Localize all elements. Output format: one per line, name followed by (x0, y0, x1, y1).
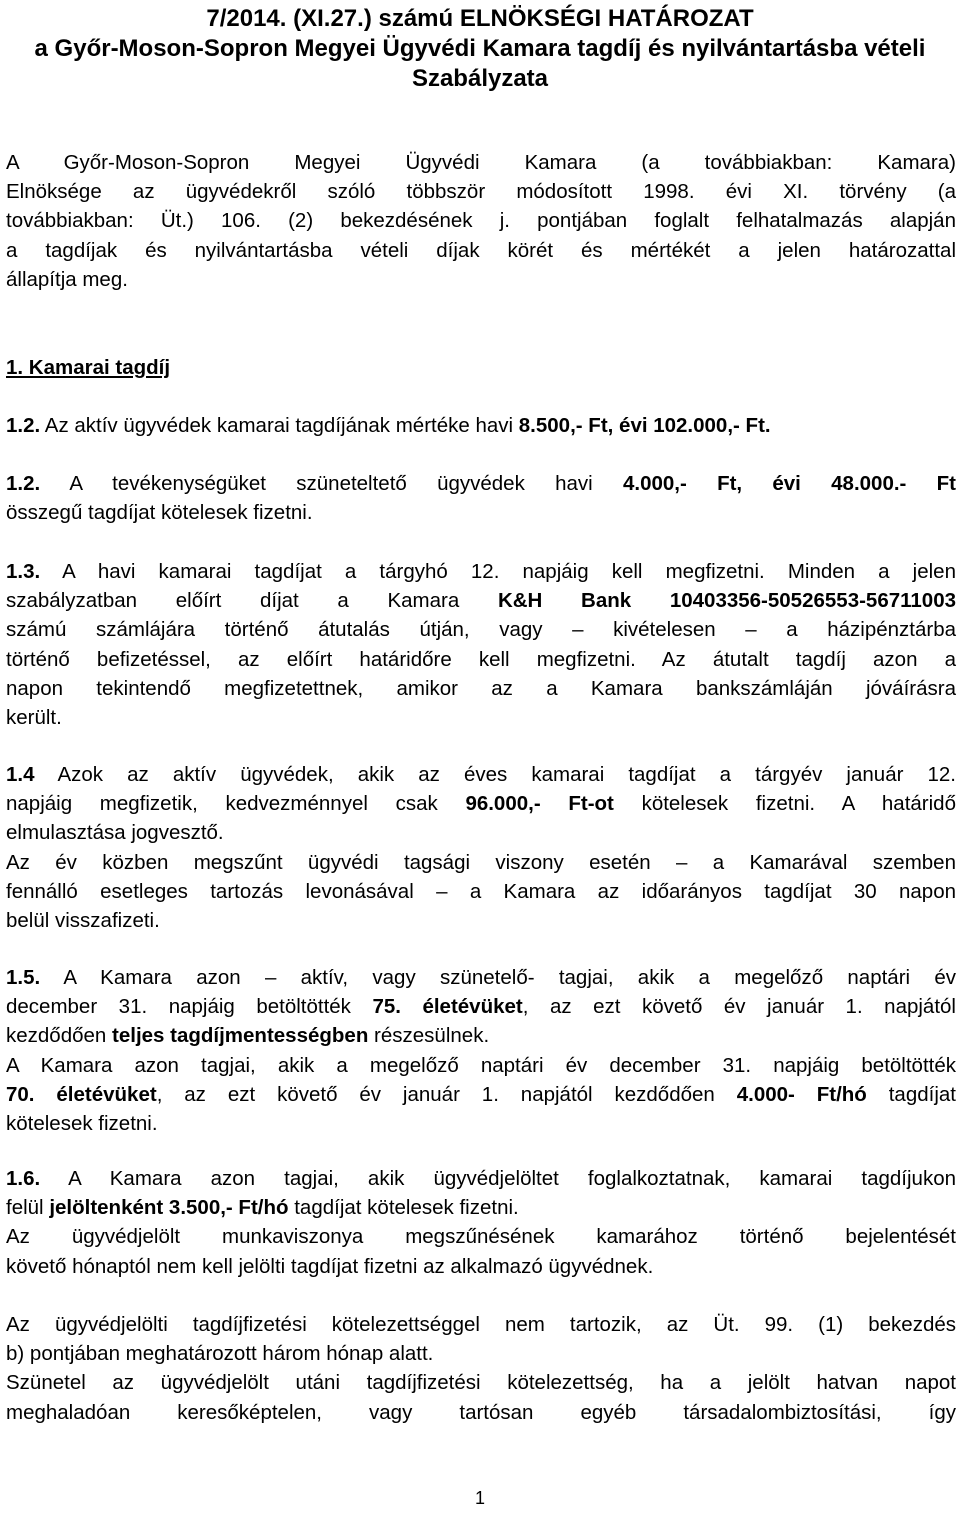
paragraph-text: tagdíjat kötelesek fizetni. (288, 1196, 519, 1220)
paragraph-text: , az ezt követő év január 1. napjától kezdődően (156, 1082, 737, 1106)
paragraph-final (6, 1310, 956, 1427)
age-threshold: 70. életévüket (6, 1082, 157, 1106)
paragraph-text: összegű tagdíjat kötelesek fizetni. (6, 501, 313, 525)
age-threshold: 75. életévüket (372, 995, 523, 1019)
title-line-1: 7/2014. (XI.27.) számú ELNÖKSÉGI HATÁROZAT (206, 5, 754, 32)
paragraph-text: elmulasztása jogvesztő. (6, 821, 224, 845)
section-heading (6, 353, 956, 382)
intro-line: Elnöksége az ügyvédekről szóló többször módosított 1998. évi XI. törvény (a (6, 180, 956, 204)
paragraph-text: részesülnek. (368, 1024, 490, 1048)
paragraph-number: 1.2. (6, 472, 41, 495)
paragraph-text: kezdődően (6, 1024, 113, 1048)
paragraph-text: felül (6, 1196, 50, 1220)
paragraph-text: számú számlájára történő átutalás útján, vagy – kivételesen – a házipénztárba (6, 618, 956, 642)
paragraph-text: történő befizetéssel, az előírt határidőre kell megfizetni. Az átutalt tagdíj azon a (6, 647, 956, 671)
fee-amount: 8.500,- Ft, évi 102.000,- Ft. (518, 414, 771, 437)
paragraph-text: napon tekintendő megfizetettnek, amikor az a Kamara bankszámláján jóváírásra (6, 676, 956, 700)
paragraph-text: Szünetel az ügyvédjelölt utáni tagdíjfizetési kötelezettség, ha a jelölt hatvan napot (6, 1371, 956, 1395)
paragraph-text: került. (6, 706, 62, 730)
paragraph-text: A Kamara azon – aktív, vagy szünetelő- tagjai, akik a megelőző naptári év (40, 966, 956, 989)
paragraph-text: Az ügyvédjelölti tagdíjfizetési kötelezettséggel nem tartozik, az Üt. 99. (1) bekezdés (6, 1313, 956, 1336)
paragraph-1-4 (6, 760, 956, 935)
intro-line: a tagdíjak és nyilvántartásba vételi díjak körét és mértékét a jelen határozattal (6, 238, 956, 262)
paragraph-1-5 (6, 963, 956, 1138)
paragraph-text: szabályzatban előírt díjat a Kamara (6, 589, 498, 613)
intro-line: A Győr-Moson-Sopron Megyei Ügyvédi Kamara (a továbbiakban: Kamara) (6, 151, 956, 174)
paragraph-text: Az ügyvédjelölt munkaviszonya megszűnésének kamarához történő bejelentését (6, 1225, 956, 1249)
discount-amount: 96.000,- Ft-ot (465, 792, 614, 816)
section-1-heading: 1. Kamarai tagdíj (6, 356, 171, 379)
paragraph-text: fennálló esetleges tartozás levonásával – a Kamara az időarányos tagdíjat 30 napon (6, 879, 956, 903)
document-title (0, 4, 960, 94)
fee-amount: 4.000,- Ft, évi 48.000.- Ft (622, 472, 956, 495)
paragraph-text: belül visszafizeti. (6, 909, 160, 933)
bank-account: K&H Bank 10403356-50526553-56711003 (497, 589, 956, 613)
paragraph-number: 1.6. (6, 1167, 41, 1190)
paragraph-text: követő hónaptól nem kell jelölti tagdíjat fizetni az alkalmazó ügyvédnek. (6, 1254, 654, 1278)
paragraph-text: b) pontjában meghatározott három hónap alatt. (6, 1342, 434, 1366)
paragraph-number: 1.2. (6, 414, 41, 437)
exemption-text: teljes tagdíjmentességben (112, 1024, 369, 1048)
paragraph-1-3 (6, 557, 956, 732)
paragraph-number: 1.5. (6, 966, 41, 989)
paragraph-text: napjáig megfizetik, kedvezménnyel csak (6, 792, 466, 816)
paragraph-text: kötelesek fizetni. (6, 1112, 158, 1136)
intro-line: továbbiakban: Üt.) 106. (2) bekezdésének j. pontjában foglalt felhatalmazás alapján (6, 209, 956, 233)
paragraph-text: A Kamara azon tagjai, akik ügyvédjelöltet foglalkoztatnak, kamarai tagdíjukon (40, 1167, 956, 1190)
paragraph-text: december 31. napjáig betöltötték (6, 995, 373, 1019)
intro-paragraph (6, 148, 956, 294)
paragraph-text: Azok az aktív ügyvédek, akik az éves kamarai tagdíjat a tárgyév január 12. (34, 763, 956, 786)
title-line-2: a Győr-Moson-Sopron Megyei Ügyvédi Kamara tagdíj és nyilvántartásba vételi (34, 35, 926, 62)
fee-amount: 4.000- Ft/hó (736, 1082, 867, 1106)
paragraph-text: , az ezt követő év január 1. napjától (522, 995, 956, 1019)
paragraph-text: A Kamara azon tagjai, akik a megelőző naptári év december 31. napjáig betöltötték (6, 1053, 956, 1077)
title-line-3: Szabályzata (411, 65, 549, 92)
fee-amount: jelöltenként 3.500,- Ft/hó (49, 1196, 289, 1220)
paragraph-text: A tevékenységüket szüneteltető ügyvédek havi (40, 472, 623, 495)
paragraph-1-2-suspended (6, 469, 956, 527)
paragraph-text: kötelesek fizetni. A határidő (613, 792, 956, 816)
paragraph-number: 1.3. (6, 560, 41, 583)
paragraph-text: meghaladóan keresőképtelen, vagy tartósan egyéb társadalombiztosítási, így (6, 1400, 956, 1424)
paragraph-1-2-active (6, 411, 956, 440)
paragraph-text: Az aktív ügyvédek kamarai tagdíjának mértéke havi (40, 414, 519, 437)
paragraph-text: A havi kamarai tagdíjat a tárgyhó 12. napjáig kell megfizetni. Minden a jelen (40, 560, 956, 583)
intro-line: állapítja meg. (6, 267, 128, 291)
paragraph-text: Az év közben megszűnt ügyvédi tagsági viszony esetén – a Kamarával szemben (6, 850, 956, 874)
paragraph-text: tagdíjat (866, 1082, 956, 1106)
paragraph-number: 1.4 (6, 763, 35, 786)
page-number: 1 (474, 1488, 485, 1508)
paragraph-1-6 (6, 1164, 956, 1281)
